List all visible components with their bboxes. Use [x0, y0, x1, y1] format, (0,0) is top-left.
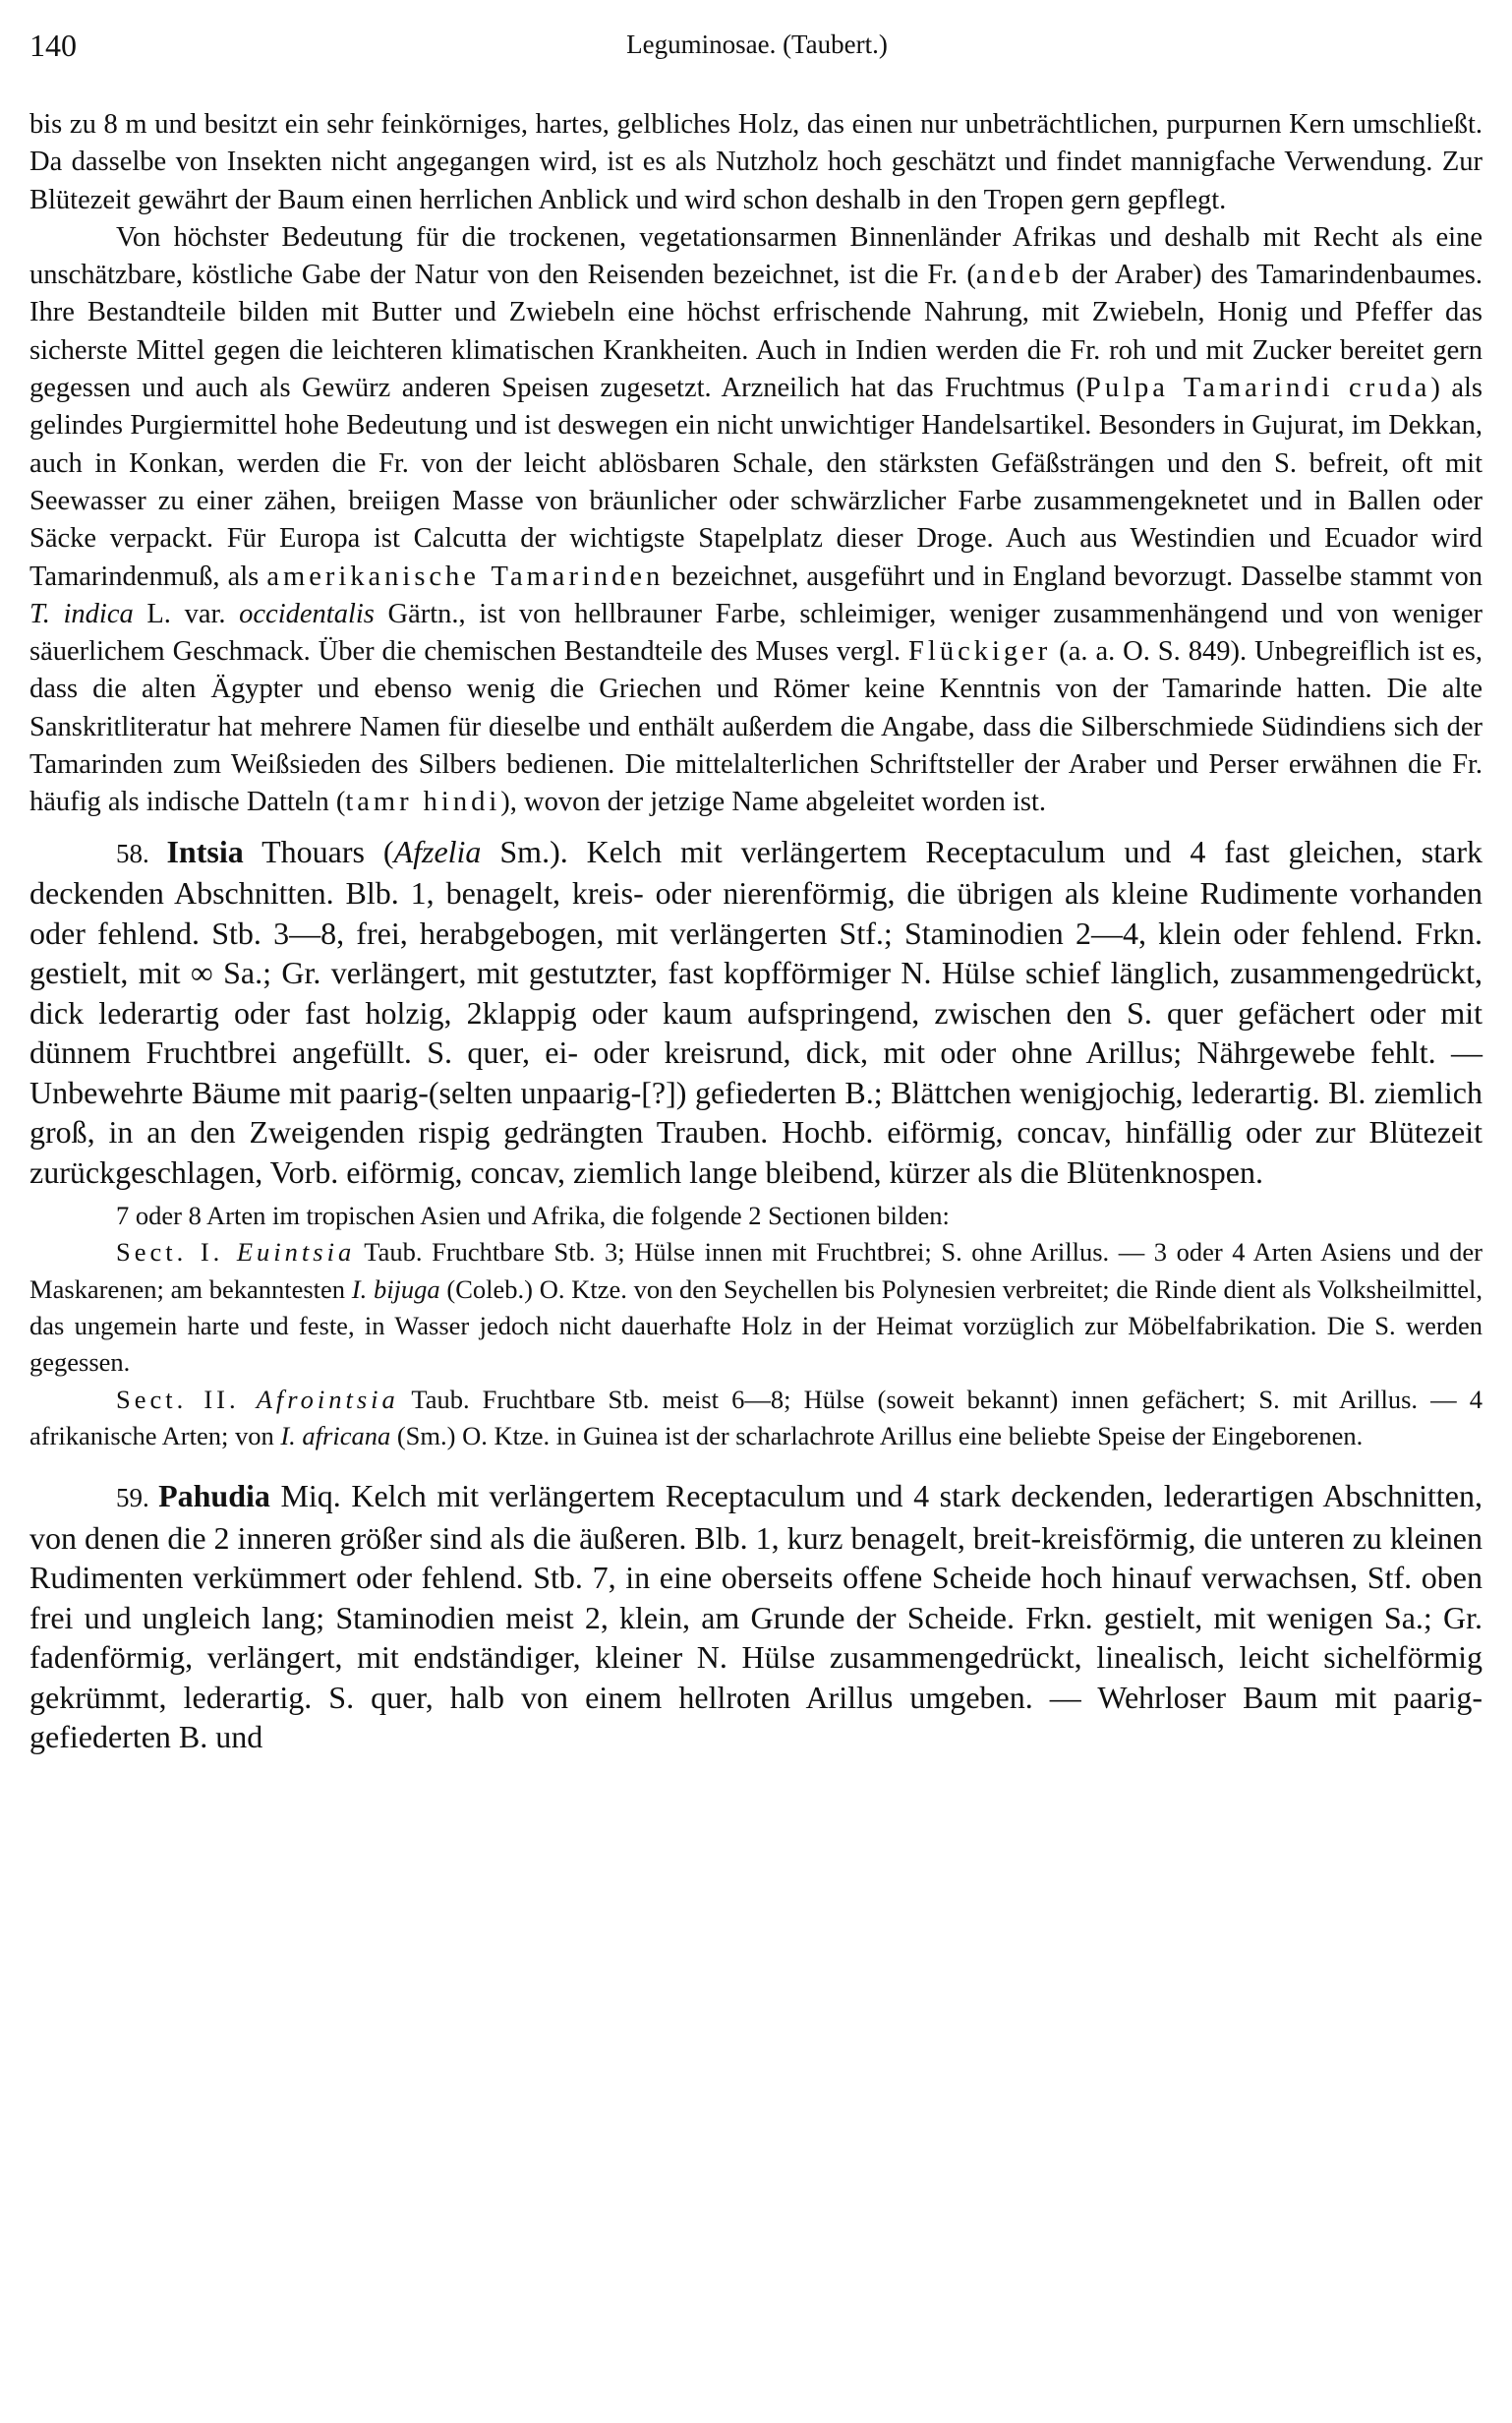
section-name: Afrointsia — [256, 1384, 399, 1414]
section-euintsia — [29, 1234, 1483, 1381]
text-run: bezeichnet, ausgeführt und in England bevorzugt. Dasselbe stammt von — [664, 561, 1483, 592]
text-run: ), wovon der jetzige Name abgeleitet worden ist. — [500, 787, 1047, 818]
section-afrointsia — [29, 1382, 1483, 1455]
text-run: der Araber) des Tamarindenbaumes. Ihre Bestandteile bilden mit Butter und Zwiebeln eine höchst erfrischende Nahrung, mit Zwiebeln, Honig und Pfeffer das sicherste Mittel gegen die leichteren klimatischen Krankheiten. Auch in Indien werden die Fr. roh und mit Zucker bereitet gern gegessen und auch als Gewürz anderen Speisen zugesetzt. Arzneilich hat das Fruchtmus ( — [29, 260, 1483, 404]
text-run: (a. a. O. S. 849). Unbegreiflich ist es, dass die alten Ägypter und ebenso wenig die Griechen und Römer keine Kenntnis von der Tamarinde hatten. Die alte Sanskritliteratur hat mehrere Namen für dieselbe und enthält außerdem die Angabe, dass die Silberschmiede Südindiens sich der Tamarinden zum Weißsieden des Silbers bedienen. Die mittelalterlichen Schriftsteller der Araber und Perser erwähnen die Fr. häufig als indische Datteln ( — [29, 636, 1483, 818]
paragraph-tamarind-uses — [29, 219, 1483, 822]
synonym-name: Afzelia — [393, 833, 482, 869]
genus-number: 58. — [116, 838, 167, 868]
genus-name: Pahudia — [158, 1478, 270, 1514]
running-title: Leguminosae. (Taubert.) — [626, 30, 888, 59]
spaced-term: amerikanische Tamarinden — [266, 561, 665, 592]
text-run: L. var. — [133, 598, 240, 629]
genus-name: Intsia — [166, 833, 244, 869]
paragraph-wood-description: bis zu 8 m und besitzt ein sehr feinkörniges, hartes, gelbliches Holz, das einen nur unbeträchtlichen, purpurnen Kern umschließt. Da dasselbe von Insekten nicht angegangen wird, ist es als Nutzholz hoch geschätzt und findet mannigfache Verwendung. Zur Blütezeit gewährt der Baum einen herrlichen Anblick und wird schon deshalb in den Tropen gern gepflegt. — [29, 109, 1483, 215]
paragraph-species-count: 7 oder 8 Arten im tropischen Asien und Afrika, die folgende 2 Sectionen bilden: — [116, 1201, 950, 1231]
species-name: I. africana — [280, 1420, 391, 1450]
section-name: Euintsia — [236, 1237, 356, 1268]
species-name: T. indica — [29, 598, 134, 629]
text-run: Thouars ( — [243, 833, 394, 869]
author-name: Flückiger — [908, 636, 1052, 668]
spaced-term: Pulpa Tamarindi cruda — [1084, 373, 1431, 404]
text-run: ) als gelindes Purgiermittel hohe Bedeutung und ist deswegen ein nicht unwichtiger Handelsartikel. Besonders in Gujurat, im Dekkan, auch in Konkan, werden die Fr. von der leicht ablösbaren Schale, den stärksten Gefäßsträngen und den S. befreit, oft mit Seewasser zu einer zähen, breiigen Masse von bräunlicher oder schwärzlicher Farbe zusammengeknetet und in Ballen oder Säcke verpackt. Für Europa ist Calcutta der wichtigste Stapelplatz dieser Droge. Auch aus Westindien und Ecuador wird Tamarindenmuß, als — [29, 373, 1483, 592]
spaced-term: tamr hindi — [345, 787, 501, 818]
variety-name: occidentalis — [239, 598, 375, 629]
genus-description: Miq. Kelch mit verlängertem Receptaculum und 4 stark deckenden, lederartigen Abschnitten, von denen die 2 inneren größer sind als die äußeren. Blb. 1, kurz benagelt, breit-kreisförmig, die unteren zu kleinen Rudimenten verkümmert oder fehlend. Stb. 7, in eine oberseits offene Scheide hoch hinauf verwachsen, Stf. oben frei und ungleich lang; Staminodien meist 2, klein, am Grunde der Scheide. Frkn. gestielt, mit wenigen Sa.; Gr. fadenförmig, verlängert, mit endständiger, kleiner N. Hülse zusammengedrückt, linealisch, leicht sichelförmig gekrümmt, lederartig. S. quer, halb von einem hellroten Arillus umgeben. — Wehrloser Baum mit paarig-gefiederten B. und — [29, 1478, 1483, 1755]
page-body — [29, 106, 1483, 1757]
text-run: Taub. Fruchtbare Stb. 3; Hülse innen mit Fruchtbrei; S. ohne Arillus. — 3 oder 4 Arten Asiens und der Maskarenen; am bekanntesten — [29, 1237, 1483, 1304]
text-run: (Coleb.) O. Ktze. von den Seychellen bis Polynesien verbreitet; die Rinde dient als Volksheilmittel, das ungemein harte und feste, in Wasser jedoch nicht dauerhafte Holz in der Heimat vorzüglich zur Möbelfabrikation. Die S. werden gegessen. — [29, 1273, 1483, 1378]
section-label: Sect. II. — [116, 1384, 257, 1414]
text-run: Gärtn., ist von hellbrauner Farbe, schleimiger, weniger zusammenhängend und von weniger säuerlichem Geschmack. Über die chemischen Bestandteile des Muses vergl. — [29, 598, 1483, 668]
genus-entry-pahudia — [29, 1476, 1483, 1757]
text-run: Taub. Fruchtbare Stb. meist 6—8; Hülse (soweit bekannt) innen gefächert; S. mit Arillus. — 4 afrikanische Arten; von — [29, 1384, 1483, 1450]
text-run: (Sm.) O. Ktze. in Guinea ist der scharlachrote Arillus eine beliebte Speise der Eingeborenen. — [390, 1420, 1364, 1450]
page-header — [29, 22, 1484, 71]
page-number: 140 — [29, 28, 77, 63]
genus-description: Sm.). Kelch mit verlängertem Receptaculum und 4 fast gleichen, stark deckenden Abschnitten. Blb. 1, benagelt, kreis- oder nierenförmig, die übrigen als kleine Rudimente vorhanden oder fehlend. Stb. 3—8, frei, herabgebogen, mit verlängerten Stf.; Staminodien 2—4, klein oder fehlend. Frkn. gestielt, mit ∞ Sa.; Gr. verlängert, mit gestutzter, fast kopfförmiger N. Hülse schief länglich, zusammengedrückt, dick lederartig oder fast holzig, 2klappig oder kaum aufspringend, zwischen den S. quer gefächert oder mit dünnem Fruchtbrei angefüllt. S. quer, ei- oder kreisrund, dick, mit oder ohne Arillus; Nährgewebe fehlt. — Unbewehrte Bäume mit paarig-(selten unpaarig-[?]) gefiederten B.; Blättchen wenigjochig, lederartig. Bl. ziemlich groß, in an den Zweigenden rispig gedrängten Trauben. Hochb. eiförmig, concav, hinfällig oder zur Blütezeit zurückgeschlagen, Vorb. eiförmig, concav, ziemlich lange bleibend, kürzer als die Blütenknospen. — [29, 833, 1483, 1190]
species-name: I. bijuga — [351, 1273, 440, 1304]
section-label: Sect. I. — [116, 1237, 237, 1268]
genus-entry-intsia — [29, 832, 1483, 1193]
text-run: Von höchster Bedeutung für die trockenen, vegetationsarmen Binnenländer Afrikas und deshalb mit Recht als eine unschätzbare, köstliche Gabe der Natur von den Reisenden bezeichnet, ist die Fr. ( — [29, 221, 1483, 291]
genus-number: 59. — [116, 1483, 159, 1513]
spaced-term: andeb — [975, 260, 1063, 291]
